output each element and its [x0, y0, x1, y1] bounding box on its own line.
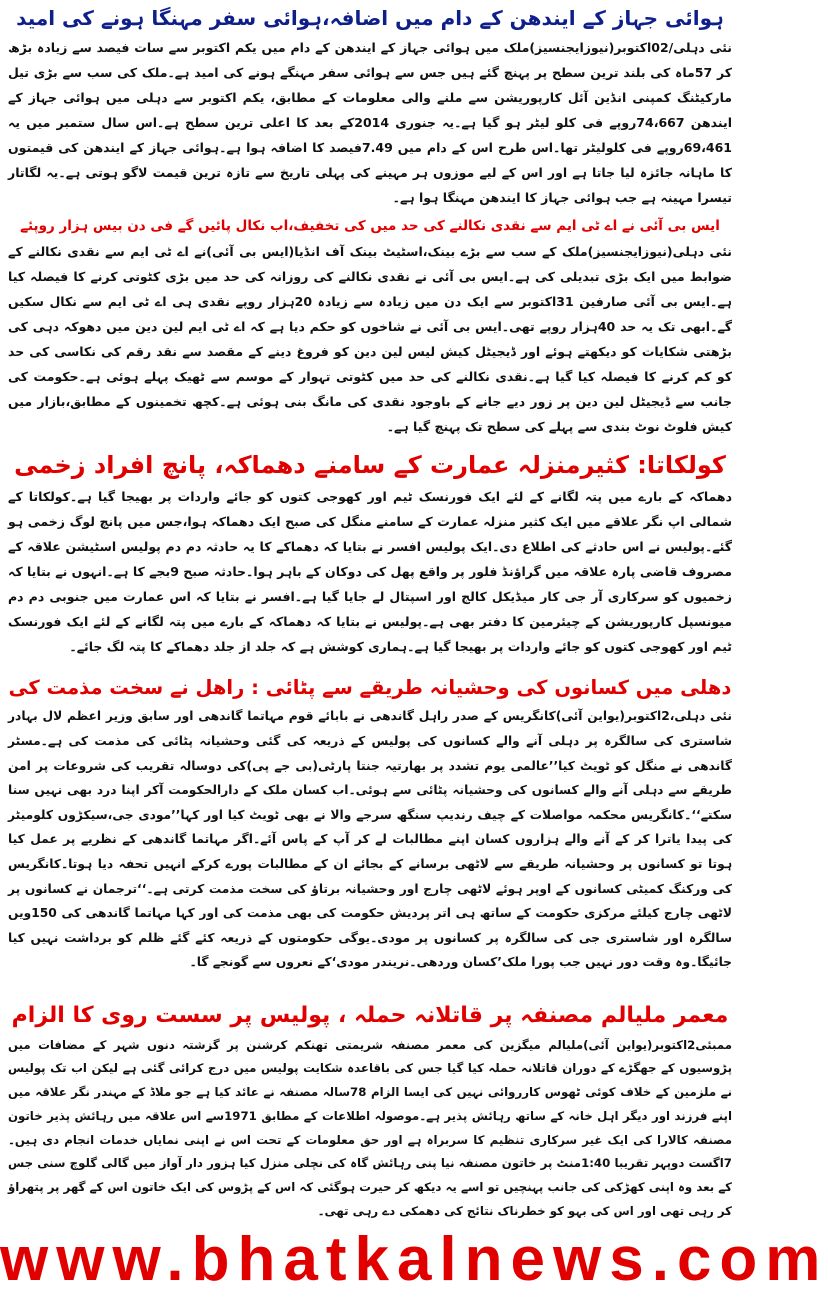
website-footer: www.bhatkalnews.com	[0, 1225, 828, 1294]
article-sbi-atm	[8, 218, 732, 439]
article-body-sbi-atm: نئی دہلی(نیوزایجنسیز)ملک کے سب سے بڑے بینک،اسٹیٹ بینک آف انڈیا(ایس بی آئی)نے اے ٹی ایم سے نقدی نکالنے کے ضوابط میں ایک بڑی تبدیلی کی ہے۔ایس بی آئی نے نقدی نکالنے کی روزانہ کی حد میں بڑی کٹوتی کرنے کا فیصلہ کیا ہے۔ایس بی آئی صارفین 31اکتوبر سے ایک دن میں زیادہ سے زیادہ 20ہزار روپے نقدی ہی اے ٹی ایم سے نکال سکیں گے۔ابھی تک یہ حد 40ہزار روپے تھی۔ایس بی آئی نے شاخوں کو حکم دیا ہے کہ اے ٹی ایم لین دین میں دھوکہ دہی کی بڑھتی شکایات کو دیکھتے ہوئے اور ڈیجیٹل کیش لیس لین دین کو فروغ دینے کے مقصد سے نقد رقم کی نکاسی کی حد کو کم کرنے کا فیصلہ کیا گیا ہے۔نقدی نکالنے کی حد میں کٹوتی تہوار کے موسم سے ٹھیک پہلے ہوئی ہے۔حکومت کی جانب سے ڈیجیٹل لین دین پر زور دیے جانے کے باوجود نقدی کی مانگ بنی ہوئی ہے۔کچھ تخمینوں کے مطابق،بازار میں کیش فلوٹ نوٹ بندی سے پہلے کی سطح تک پہنچ گیا ہے۔	[8, 243, 733, 434]
headline-jet-fuel: ہوائی جہاز کے ایندھن کے دام میں اضافہ،ہوائی سفر مہنگا ہونے کی امید	[16, 6, 724, 30]
article-body-jet-fuel: نئی دہلی/02اکتوبر(نیوزایجنسیز)ملک میں ہوائی جہاز کے ایندھن کے دام میں یکم اکتوبر سے سات فیصد سے زیادہ بڑھ کر 57ماہ کی بلند ترین سطح پر پہنچ گئے ہیں جس سے ہوائی سفر مہنگے ہونے کی امید ہے۔ملک کی سب سے بڑی تیل مارکیٹنگ کمپنی انڈین آئل کارپوریشن سے ملنے والی معلومات کے مطابق، یکم اکتوبر سے دہلی میں ہوائی جہاز کے ایندھن 74،667روپے فی کلو لیٹر ہو گیا ہے۔یہ جنوری 2014کے بعد کا اعلی ترین سطح ہے۔اس سال ستمبر میں یہ 69،461روپے فی کلولیٹر تھا۔اس طرح اس کے دام میں 7.49فیصد کا اضافہ ہوا ہے۔ہوائی جہاز کے ایندھن کی قیمتوں کا ماہانہ جائزہ لیا جاتا ہے اور اس کے لیے موزوں ہر مہینے کی پہلی تاریخ سے تازہ ترین قیمت لاگو ہوتی ہے۔یہ لگاتار تیسرا مہینہ ہے جب ہوائی جہاز کا ایندھن مہنگا ہوا ہے۔	[8, 40, 733, 205]
headline-kolkata-blast: کولکاتا: کثیرمنزلہ عمارت کے سامنے دھماکہ، پانچ افراد زخمی	[14, 451, 726, 479]
article-body-farmers-delhi: نئی دہلی،2اکتوبر(یواین آئی)کانگریس کے صدر راہل گاندھی نے بابائے قوم مہاتما گاندھی اور سابق وزیر اعظم لال بہادر شاستری کی سالگرہ پر دہلی آنے والے کسانوں کی پولیس کے ذریعہ کی گئی وحشیانہ پٹائی کی مذمت کی ہے۔مسٹر گاندھی نے منگل کو ٹویٹ کیا’’عالمی یوم تشدد پر بھارتیہ جنتا پارٹی(بی جے پی)کی دوسالہ تقریب کی شروعات پر امن طریقے سے دہلی آنے والے کسانوں کی وحشیانہ پٹائی سے ہوئی۔اب کسان ملک کے دارالحکومت آکر اپنا درد بھی نہیں سنا سکتے‘‘۔کانگریس محکمہ مواصلات کے چیف رندیپ سنگھ سرجے والا نے بھی ٹویٹ کیا اور کہا’’مودی جی،سیکڑوں کلومیٹر کی پیدا یاترا کر کے آنے والے ہزاروں کسان اپنے مطالبات لے کر آپ کے پاس آئے۔اگر مہاتما گاندھی کے نظریے پر عمل کیا ہوتا تو کسانوں پر وحشیانہ طریقے سے لاٹھی برسانے کے بجائے ان کے مطالبات پورے کرکے انہیں تحفہ دیا ہوتا۔کانگریس کی ورکنگ کمیٹی کسانوں کے اوپر ہوئے لاٹھی چارج اور وحشیانہ برتاؤ کی سخت مذمت کرتی ہے۔‘‘ترجمان نے کسانوں پر لاٹھی چارج کیلئے مرکزی حکومت کے ساتھ ہی اتر پردیش حکومت کی بھی مذمت کی اور کہا مہاتما گاندھی کی 150ویں سالگرہ اور شاستری جی کی سالگرہ پر کسانوں پر مودی۔یوگی حکومتوں کے ذریعہ کئے گئے ظلم کو برداشت نہیں کیا جائیگا۔وہ وقت دور نہیں جب پورا ملک’کسان وردھی۔نریندر مودی‘کے نعروں سے گونجے گا۔	[8, 709, 732, 970]
headline-farmers-delhi: دھلی میں کسانوں کی وحشیانہ طریقے سے پٹائی : راھل نے سخت مذمت کی	[8, 676, 732, 699]
article-body-malayalam-writer: ممبئی2اکتوبر(یواین آئی)ملیالم میگزین کی معمر مصنفہ شریمتی تھنکم کرشنن پر گزشتہ دنوں شہر کے مضافات میں پڑوسیوں کے جھگڑے کے دوران قاتلانہ حملہ کیا گیا جس کی باقاعدہ شکایت پولیس میں درج کرائی گئی ہے لیکن اب تک پولیس نے ملزمین کے خلاف کوئی ٹھوس کارروائی نہیں کی ایسا الزام 78سالہ مصنفہ نے عائد کیا ہے جو ملاڈ کے مہندر نگر علاقہ میں اپنے فرزند اور دیگر اہل خانہ کے ساتھ رہائش پذیر ہے۔موصولہ اطلاعات کے مطابق 1971سے اس علاقہ میں رہائش پذیر خاتون مصنفہ کالارا کی ایک غیر سرکاری تنظیم کا سربراہ ہے اور حق معلومات کے تحت اس نے اپنی نمایاں خدمات انجام دی ہیں۔7اگست دوپہر تقریبا 1:40منٹ پر خاتون مصنفہ نیا پنی رہائش گاہ کی نچلی منزل کیا ہزور دار آواز میں گالی گلوچ سنی جس کے بعد وہ اپنی کھڑکی کی جانب پہنچیں تو اسے یہ دیکھ کر حیرت ہوگئی کہ اس کے پڑوس کی ایک خاتون اس کے گھر پر پتھراؤ کر رہی تھی اور اس کی بہو کو خطرناک نتائج کی دھمکی دے رہی تھی۔	[8, 1037, 732, 1219]
headline-sbi-atm: ایس بی آئی نے اے ٹی ایم سے نقدی نکالنے کی حد میں کی تخفیف،اب نکال پائیں گے فی دن بیس ہزار روپئے	[20, 218, 720, 234]
article-farmers-delhi	[8, 676, 732, 975]
article-body-kolkata-blast: دھماکہ کے بارے میں پتہ لگانے کے لئے ایک فورنسک ٹیم اور کھوجی کتوں کو جائے واردات پر بھیجا گیا ہے۔کولکاتا کے شمالی اپ نگر علاقے میں ایک کثیر منزلہ عمارت کے سامنے منگل کی صبح ایک دھماکہ ہوا،جس میں پانچ لوگ زخمی ہو گئے۔پولیس نے اس حادثے کی اطلاع دی۔ایک پولیس افسر نے بتایا کہ دھماکے کا یہ حادثہ دم دم پولیس اسٹیشن علاقہ کے مصروف قاضی پارہ علاقہ میں گراؤنڈ فلور پر واقع پھل کی دوکان کے باہر ہوا۔حادثہ صبح 9بجے کا ہے۔انہوں نے بتایا کہ زخمیوں کو سرکاری آر جی کار میڈیکل کالج اور اسپتال لے جایا گیا ہے۔افسر نے بتایا کہ اس عمارت میں جنوبی دم دم میونسپل کارپوریشن کے چیئرمین کا دفتر بھی ہے۔پولیس نے بتایا کہ دھماکہ کے بارے میں پتہ لگانے کے لئے ایک فورنسک ٹیم اور کھوجی کتوں کو جائے واردات پر بھیجا گیا ہے۔ہماری کوشش ہے کہ جلد از جلد دھماکے کا پتہ لگ جائے۔	[8, 489, 733, 654]
article-jet-fuel	[8, 0, 732, 210]
article-malayalam-writer	[8, 1002, 732, 1224]
headline-malayalam-writer: معمر ملیالم مصنفہ پر قاتلانہ حملہ ، پولیس پر سست روی کا الزام	[11, 1003, 729, 1028]
article-kolkata-blast	[8, 450, 732, 659]
